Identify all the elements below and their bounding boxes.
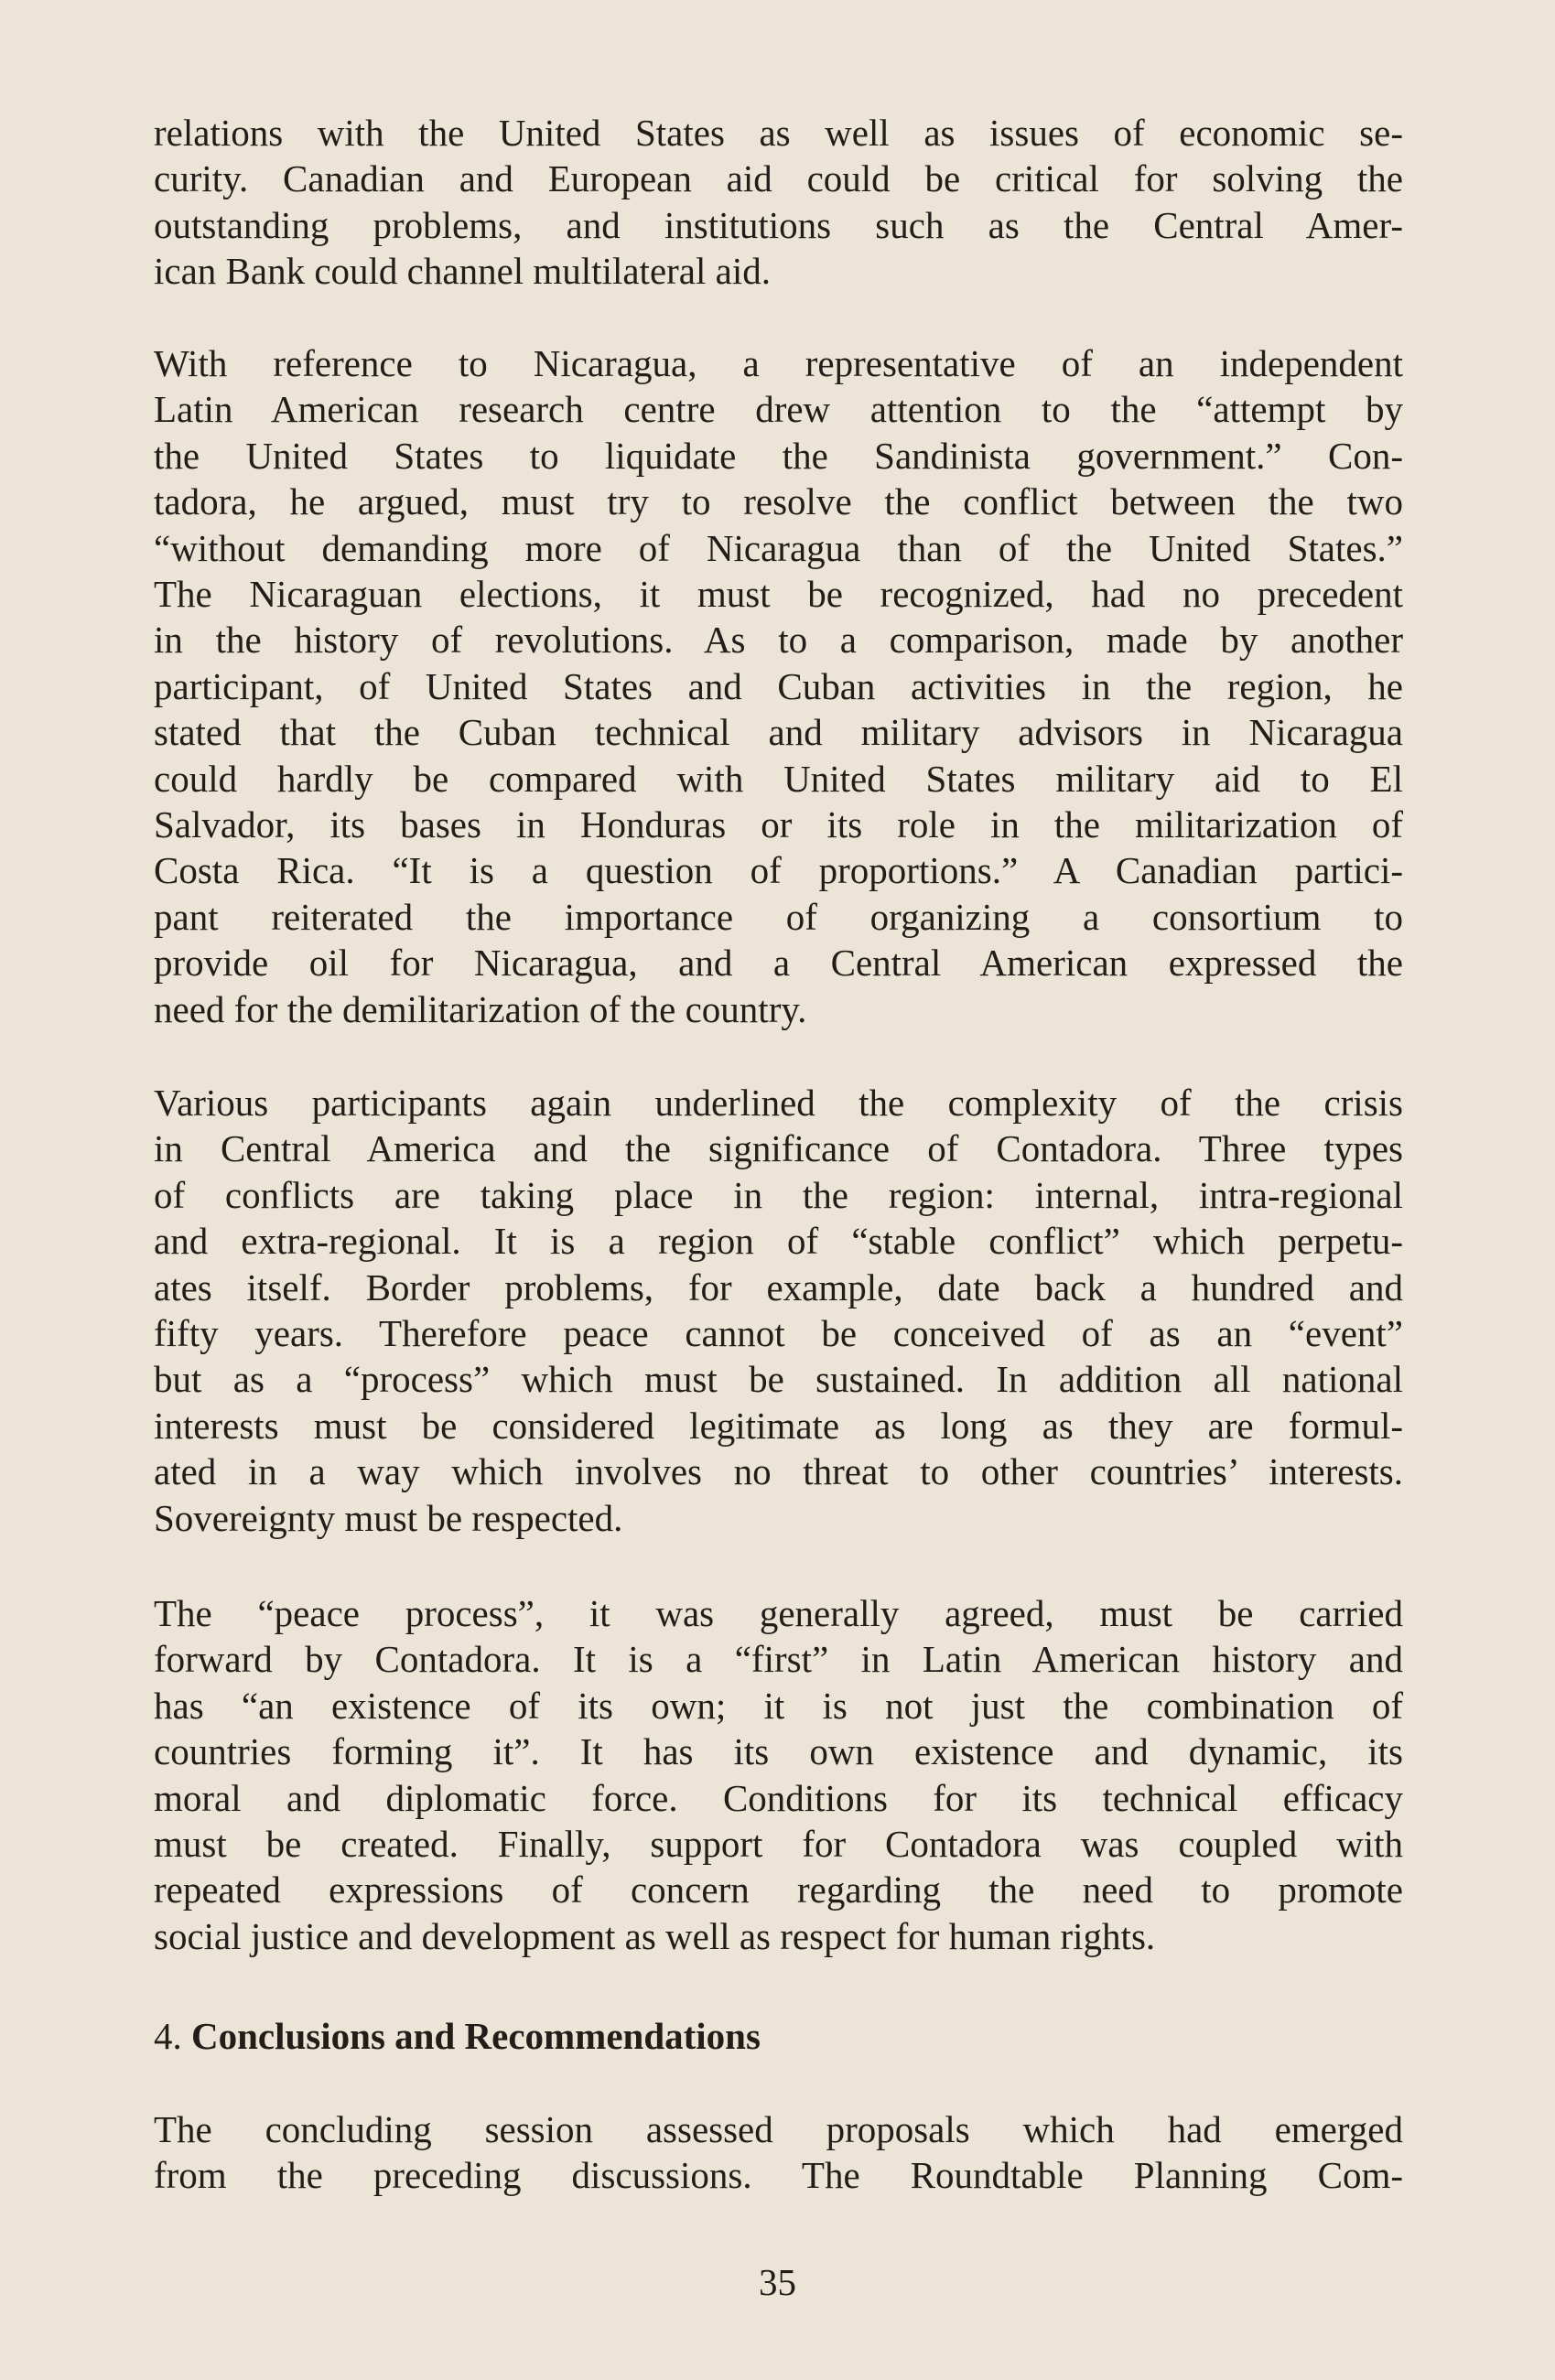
- paragraph-2: [154, 340, 1403, 1032]
- paragraph-line: stated that the Cuban technical and military advisors in Nicaragua: [154, 711, 1403, 754]
- paragraph-line: Sovereignty must be respected.: [154, 1496, 623, 1539]
- paragraph-line: and extra-regional. It is a region of “stable conflict” which perpetu-: [154, 1220, 1403, 1263]
- paragraph-line: of conflicts are taking place in the region: internal, intra-regional: [154, 1173, 1403, 1216]
- paragraph-line: relations with the United States as well as issues of economic se-: [154, 112, 1403, 154]
- paragraph-line: social justice and development as well as respect for human rights.: [154, 1914, 1156, 1957]
- paragraph-line: moral and diplomatic force. Conditions for its technical efficacy: [154, 1776, 1403, 1819]
- paragraph-line: forward by Contadora. It is a “first” in Latin American history and: [154, 1638, 1403, 1681]
- section-title: Conclusions and Recommendations: [191, 2015, 761, 2057]
- paragraph-3: [154, 1080, 1403, 1541]
- paragraph-line: provide oil for Nicaragua, and a Central American expressed the: [154, 942, 1403, 985]
- paragraph-line: Costa Rica. “It is a question of proportions.” A Canadian partici-: [154, 849, 1403, 892]
- paragraph-line: fifty years. Therefore peace cannot be conceived of as an “event”: [154, 1312, 1403, 1355]
- paragraph-line: ated in a way which involves no threat to other countries’ interests.: [154, 1450, 1403, 1493]
- paragraph-line: the United States to liquidate the Sandinista government.” Con-: [154, 434, 1403, 477]
- paragraph-line: With reference to Nicaragua, a representative of an independent: [154, 342, 1403, 384]
- paragraph-line: countries forming it”. It has its own existence and dynamic, its: [154, 1730, 1403, 1773]
- paragraph-line: has “an existence of its own; it is not just the combination of: [154, 1684, 1403, 1727]
- paragraph-line: ates itself. Border problems, for example, date back a hundred and: [154, 1265, 1403, 1308]
- paragraph-line: could hardly be compared with United States military aid to El: [154, 757, 1403, 800]
- paragraph-line: need for the demilitarization of the country.: [154, 987, 807, 1030]
- paragraph-line: repeated expressions of concern regarding the need to promote: [154, 1868, 1403, 1912]
- paragraph-line: ican Bank could channel multilateral aid.: [154, 250, 771, 293]
- paragraph-line: outstanding problems, and institutions such as the Central Amer-: [154, 203, 1403, 246]
- paragraph-4: [154, 1590, 1403, 1959]
- section-number: 4.: [154, 2015, 182, 2057]
- paragraph-1: [154, 110, 1403, 295]
- paragraph-line: but as a “process” which must be sustained. In addition all national: [154, 1358, 1403, 1401]
- section-heading: [154, 2013, 1403, 2059]
- paragraph-line: Latin American research centre drew attention to the “attempt by: [154, 388, 1403, 431]
- paragraph-line: pant reiterated the importance of organizing a consortium to: [154, 895, 1403, 938]
- paragraph-line: The Nicaraguan elections, it must be recognized, had no precedent: [154, 573, 1403, 616]
- paragraph-line: The “peace process”, it was generally agreed, must be carried: [154, 1592, 1403, 1634]
- paragraph-line: participant, of United States and Cuban activities in the region, he: [154, 664, 1403, 707]
- paragraph-line: curity. Canadian and European aid could be critical for solving the: [154, 157, 1403, 200]
- paragraph-line: “without demanding more of Nicaragua than of the United States.”: [154, 526, 1403, 569]
- paragraph-5: [154, 2106, 1403, 2199]
- paragraph-line: The concluding session assessed proposals which had emerged: [154, 2108, 1403, 2150]
- paragraph-line: tadora, he argued, must try to resolve the conflict between the two: [154, 480, 1403, 523]
- paragraph-line: Various participants again underlined the complexity of the crisis: [154, 1082, 1403, 1124]
- paragraph-line: from the preceding discussions. The Roundtable Planning Com-: [154, 2154, 1403, 2197]
- paragraph-line: Salvador, its bases in Honduras or its role in the militarization of: [154, 803, 1403, 846]
- paragraph-line: interests must be considered legitimate as long as they are formul-: [154, 1404, 1403, 1447]
- page-number: 35: [759, 2261, 796, 2303]
- paragraph-line: must be created. Finally, support for Contadora was coupled with: [154, 1823, 1403, 1866]
- paragraph-line: in Central America and the significance of Contadora. Three types: [154, 1127, 1403, 1170]
- paragraph-line: in the history of revolutions. As to a comparison, made by another: [154, 619, 1403, 662]
